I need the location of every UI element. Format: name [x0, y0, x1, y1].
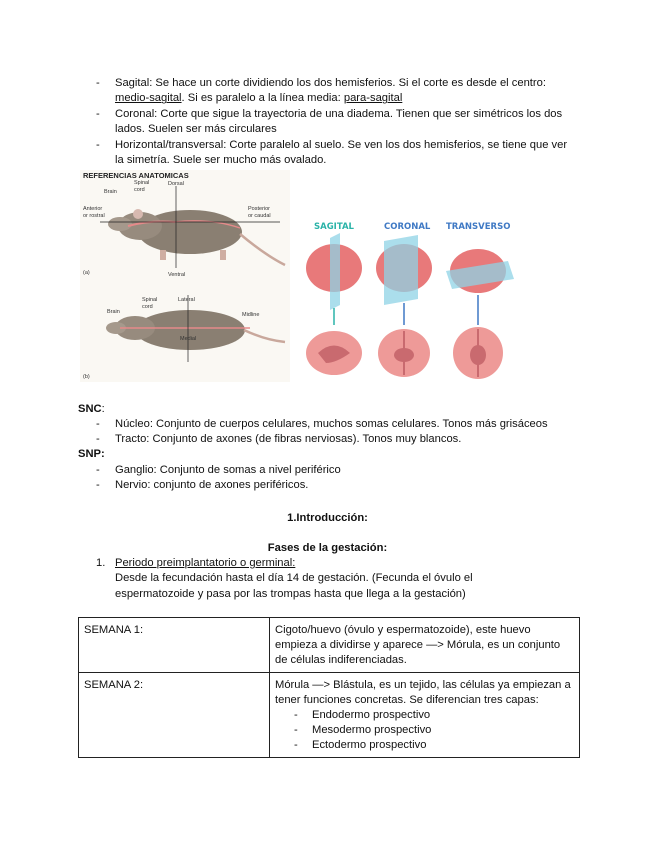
- svg-text:Dorsal: Dorsal: [168, 181, 184, 187]
- figure-title: REFERENCIAS ANATOMICAS: [83, 171, 189, 180]
- svg-text:Spinal: Spinal: [142, 297, 158, 303]
- svg-text:or rostral: or rostral: [83, 213, 105, 219]
- phase-number: 1.: [96, 557, 106, 569]
- svg-text:Lateral: Lateral: [178, 297, 195, 303]
- sagital-section: [306, 331, 362, 375]
- snc-list: [96, 417, 576, 448]
- list-item: - Nervio: conjunto de axones periféricos.: [96, 479, 309, 492]
- svg-text:Midline: Midline: [242, 312, 260, 318]
- list-item: - Mesodermo prospectivo: [294, 724, 432, 736]
- anatomical-references-figure: [80, 170, 290, 382]
- cut-types-list: [96, 76, 576, 168]
- list-item: - Coronal: Corte que sigue la trayectoria de una diadema. Tienen que ser simétricos los dos lados. Suelen ser más circulares: [96, 107, 563, 136]
- intro-heading: 1.Introducción:: [287, 512, 368, 524]
- rat-diagram: [80, 170, 290, 382]
- svg-text:Brain: Brain: [104, 189, 117, 195]
- list-item: - Horizontal/transversal: Corte paralelo al suelo. Se ven los dos hemisferios, se tiene que ver la simetría. Suele ser mucho más ovalado.: [96, 138, 568, 167]
- snp-heading: SNP:: [78, 448, 105, 460]
- snp-list: [96, 463, 576, 494]
- snc-heading: SNC:: [78, 403, 105, 415]
- phases-heading: Fases de la gestación:: [267, 542, 388, 554]
- list-item: - Núcleo: Conjunto de cuerpos celulares, muchos somas celulares. Tonos más grisáceos: [96, 418, 548, 430]
- brain-planes-figure: [296, 213, 526, 383]
- table-row: [79, 618, 580, 673]
- transverso-brain: [446, 249, 514, 325]
- sagital-title: SAGITAL: [314, 222, 354, 232]
- svg-text:(a): (a): [83, 270, 90, 276]
- para-sagital-term: para-sagital: [343, 92, 403, 105]
- coronal-section: [378, 329, 430, 377]
- week-cell: SEMANA 1:: [79, 618, 270, 673]
- svg-text:or caudal: or caudal: [248, 213, 271, 219]
- transverso-title: TRANSVERSO: [446, 222, 511, 232]
- svg-text:Medial: Medial: [180, 336, 197, 342]
- svg-text:Posterior: Posterior: [248, 206, 271, 212]
- sagital-brain: [306, 233, 362, 325]
- phase-block: [115, 556, 495, 602]
- week-cell: SEMANA 2:: [79, 673, 270, 758]
- weeks-table: [78, 617, 580, 758]
- list-item: - Ganglio: Conjunto de somas a nivel periférico: [96, 464, 341, 476]
- layers-list: [275, 708, 574, 753]
- horizontal-text: Horizontal/transversal: Corte paralelo al suelo. Se ven los dos hemisferios, se tiene que ver la simetría. Suele ser mucho más ovalado.: [115, 138, 568, 167]
- transverso-section: [453, 327, 503, 379]
- coronal-brain: [376, 235, 432, 325]
- phase-description: Desde la fecundación hasta el día 14 de gestación. (Fecunda el óvulo el espermatozoide y pasa por las trompas hasta que llega a la gestación): [115, 572, 473, 600]
- phase-title: Periodo preimplantatorio o germinal:: [115, 557, 296, 569]
- svg-text:Brain: Brain: [107, 309, 120, 315]
- svg-text:Spinal: Spinal: [134, 180, 150, 186]
- list-item: - Sagital: Se hace un corte dividiendo los dos hemisferios. Si el corte es desde el centro: medio-sagital. Si es paralelo a la línea media: para-sagital: [96, 77, 546, 105]
- svg-text:cord: cord: [142, 304, 153, 310]
- svg-text:Ventral: Ventral: [168, 272, 186, 278]
- week-description: Mórula —> Blástula, es un tejido, las células ya empiezan a tener funciones concretas. Se diferencian tres capas: - Endodermo prospectivo - Mesodermo prospectivo - Ectodermo prospectivo: [270, 673, 580, 758]
- week-description: Cigoto/huevo (óvulo y espermatozoide), este huevo empieza a dividirse y aparece —> Mórula, es un conjunto de células indiferenciadas.: [270, 618, 580, 673]
- coronal-title: CORONAL: [384, 222, 431, 232]
- sagital-text: Sagital: Se hace un corte dividiendo los dos hemisferios. Si el corte es desde el centro:: [115, 77, 546, 89]
- list-item: - Endodermo prospectivo: [294, 709, 431, 721]
- list-item: - Tracto: Conjunto de axones (de fibras nerviosas). Tonos muy blancos.: [96, 433, 462, 446]
- brain-planes-diagram: [296, 213, 526, 383]
- table-row: [79, 673, 580, 758]
- sagital-mid-text: . Si es paralelo a la línea media:: [181, 92, 344, 105]
- medio-sagital-term: medio-sagital: [115, 92, 182, 105]
- svg-text:cord: cord: [134, 187, 145, 193]
- svg-text:(b): (b): [83, 374, 90, 380]
- svg-text:Anterior: Anterior: [83, 206, 103, 212]
- list-item: - Ectodermo prospectivo: [294, 739, 427, 751]
- coronal-text: Coronal: Corte que sigue la trayectoria de una diadema. Tienen que ser simétricos los dos lados. Suelen ser más circulares: [115, 107, 563, 136]
